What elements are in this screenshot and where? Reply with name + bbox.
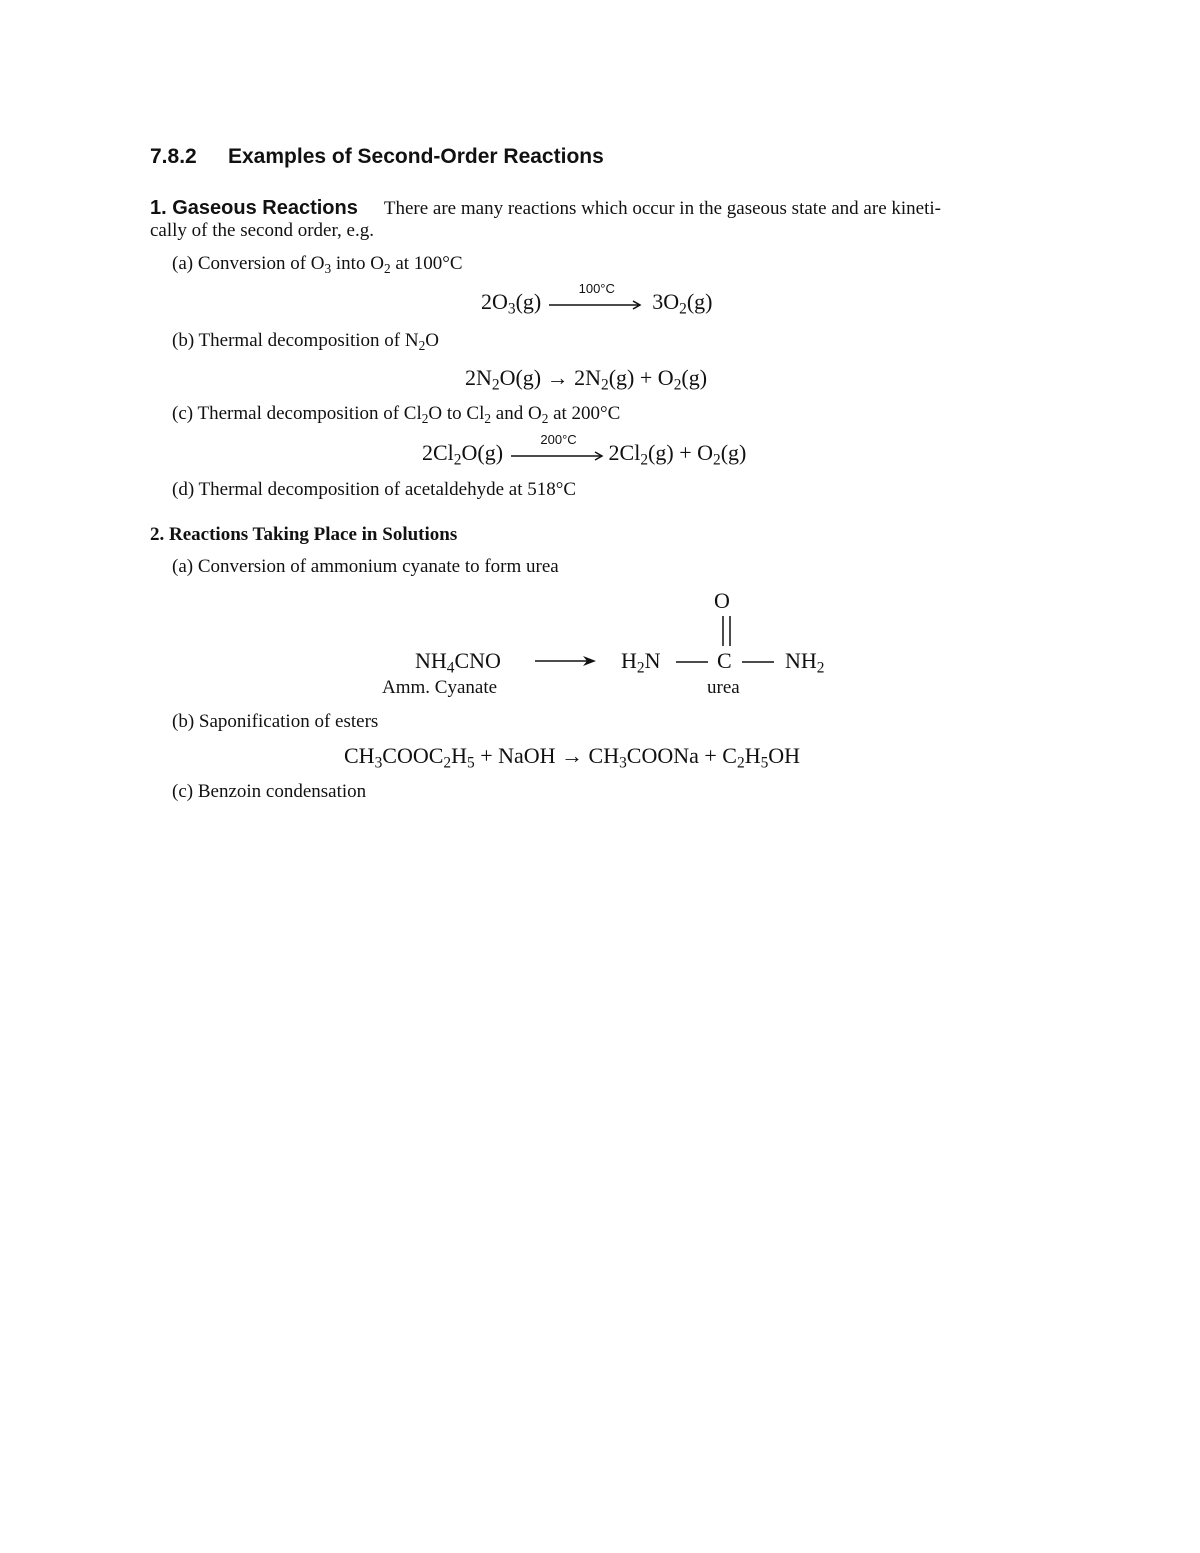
gaseous-intro-line1 <box>150 197 941 220</box>
eq-text: + NaOH → CH <box>474 743 620 768</box>
eq-sub: 3 <box>374 754 383 772</box>
eq-text: 3O <box>652 289 680 314</box>
gaseous-item-d: (d) Thermal decomposition of acetaldehyde at 518°C <box>172 479 577 500</box>
right-arrow-icon <box>549 299 645 311</box>
eq-sub: 2 <box>736 754 745 772</box>
single-bond-icon <box>676 660 708 664</box>
gaseous-item-c <box>172 403 620 425</box>
eq-text: O(g) <box>461 440 504 465</box>
urea-nh2 <box>785 648 825 677</box>
eq-sub: 4 <box>446 659 455 677</box>
reaction-condition: 200°C <box>540 432 577 447</box>
eq-sub: 2 <box>601 376 609 394</box>
urea-carbon: C <box>717 648 732 673</box>
item-b-text: (b) Thermal decomposition of N <box>172 330 419 351</box>
eq-text: (g) <box>720 440 747 465</box>
item-c-text: O to Cl <box>428 403 485 424</box>
gaseous-intro-line2: cally of the second order, e.g. <box>150 220 374 241</box>
urea-h2n <box>621 648 661 677</box>
section-number: 7.8.2 <box>150 145 197 168</box>
right-arrow-icon <box>511 450 607 462</box>
product-name: urea <box>707 677 740 698</box>
eq-text: 2N <box>465 365 492 390</box>
urea-oxygen: O <box>714 588 730 613</box>
eq-text: COONa + C <box>626 743 737 768</box>
reaction-arrow-with-condition <box>511 432 607 462</box>
item-b-sub: 2 <box>418 337 426 353</box>
eq-text: (g) <box>686 289 713 314</box>
gaseous-heading: 1. Gaseous Reactions <box>150 197 358 219</box>
gaseous-item-b <box>172 330 439 352</box>
item-a-text: into O <box>331 253 384 274</box>
eq-sub: 5 <box>466 754 475 772</box>
eq-text: CH <box>344 743 375 768</box>
section-heading <box>150 145 604 169</box>
eq-sub: 2 <box>679 300 687 318</box>
double-bond-icon <box>719 616 735 646</box>
eq-text: (g) + O <box>648 440 713 465</box>
item-a-text: at 100°C <box>390 253 463 274</box>
eq-sub: 3 <box>507 300 516 318</box>
eq-text: O(g) → 2N <box>499 365 602 390</box>
reactant-name: Amm. Cyanate <box>382 677 498 698</box>
solutions-item-c: (c) Benzoin condensation <box>172 781 367 802</box>
item-c-text: and O <box>491 403 542 424</box>
equation-nitrous-oxide <box>465 365 708 394</box>
equation-saponification <box>344 743 801 772</box>
gaseous-intro-text: There are many reactions which occur in the gaseous state and are kineti- <box>383 198 941 219</box>
eq-text: (g) + O <box>608 365 674 390</box>
eq-text: H <box>744 743 761 768</box>
item-a-sub: 2 <box>383 260 391 276</box>
eq-text: OH <box>768 743 801 768</box>
eq-text: 2O <box>481 289 508 314</box>
ammonium-cyanate-formula <box>415 648 501 677</box>
eq-text: (g) <box>515 289 542 314</box>
eq-sub: 2 <box>673 376 682 394</box>
item-c-text: at 200°C <box>548 403 621 424</box>
eq-sub: 2 <box>443 754 452 772</box>
equation-ozone <box>481 281 713 318</box>
eq-text: H <box>621 648 637 673</box>
eq-text: CNO <box>454 648 501 673</box>
eq-text: 2Cl <box>422 440 454 465</box>
item-c-sub: 2 <box>484 410 492 426</box>
eq-sub: 3 <box>619 754 627 772</box>
section-title: Examples of Second-Order Reactions <box>228 145 604 168</box>
eq-sub: 2 <box>816 659 825 677</box>
equation-dichlorine-monoxide <box>422 432 747 469</box>
eq-text: NH <box>415 648 447 673</box>
item-c-text: (c) Thermal decomposition of Cl <box>172 403 422 424</box>
gaseous-item-a <box>172 253 463 275</box>
item-a-sub: 3 <box>324 260 332 276</box>
item-a-text: (a) Conversion of O <box>172 253 325 274</box>
solutions-heading: 2. Reactions Taking Place in Solutions <box>150 524 458 545</box>
eq-text: NH <box>785 648 817 673</box>
eq-sub: 2 <box>453 451 462 469</box>
solutions-item-b: (b) Saponification of esters <box>172 711 379 732</box>
single-bond-icon <box>742 660 774 664</box>
eq-sub: 2 <box>636 659 645 677</box>
eq-sub: 2 <box>640 451 649 469</box>
item-c-sub: 2 <box>541 410 549 426</box>
eq-sub: 2 <box>713 451 721 469</box>
eq-text: (g) <box>681 365 708 390</box>
item-b-text: O <box>425 330 439 351</box>
eq-text: 2Cl <box>608 440 641 465</box>
solutions-item-a: (a) Conversion of ammonium cyanate to form urea <box>172 556 559 577</box>
item-c-sub: 2 <box>421 410 429 426</box>
eq-sub: 2 <box>491 376 500 394</box>
eq-sub: 5 <box>760 754 769 772</box>
eq-text: H <box>451 743 467 768</box>
right-arrow-icon <box>535 654 597 668</box>
eq-text: COOC <box>382 743 444 768</box>
reaction-condition: 100°C <box>578 281 615 296</box>
reaction-arrow-with-condition <box>549 281 645 311</box>
eq-text: N <box>644 648 661 673</box>
